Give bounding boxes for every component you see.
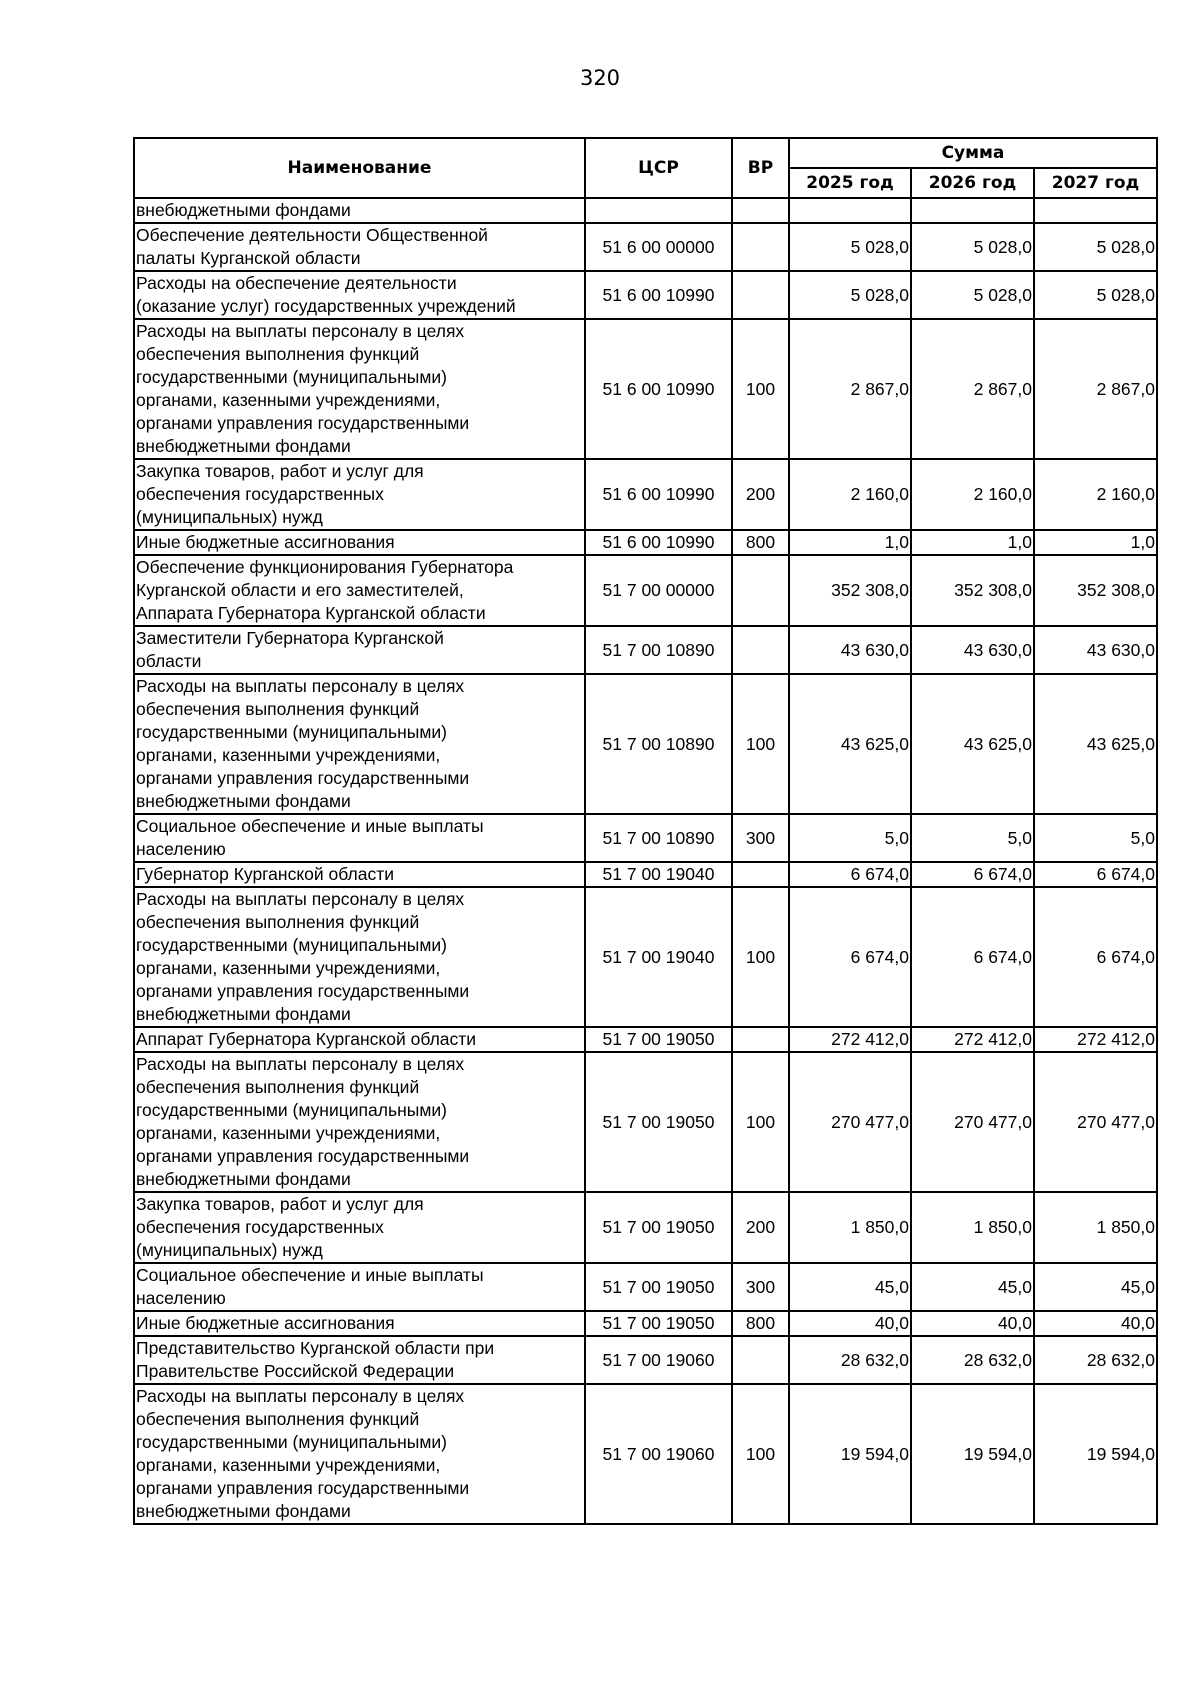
row-sum-2027: 6 674,0 <box>1034 887 1157 1027</box>
row-sum-2027: 272 412,0 <box>1034 1027 1157 1052</box>
row-sum-2027: 45,0 <box>1034 1263 1157 1311</box>
row-name: Расходы на выплаты персоналу в целях обеспечения выполнения функций государственными (муниципальными) органами, казенными учреждениями, органами управления государственными внебюджетными фондами <box>134 1052 585 1192</box>
row-csr: 51 7 00 10890 <box>585 626 732 674</box>
row-csr: 51 6 00 10990 <box>585 459 732 530</box>
table-row <box>134 555 1157 626</box>
row-vr: 100 <box>732 674 789 814</box>
row-csr: 51 6 00 10990 <box>585 319 732 459</box>
header-year-2027: 2027 год <box>1034 168 1157 198</box>
row-name: Представительство Курганской области при Правительстве Российской Федерации <box>134 1336 585 1384</box>
row-sum-2026: 1,0 <box>911 530 1034 555</box>
row-vr: 100 <box>732 1384 789 1524</box>
row-csr: 51 7 00 19060 <box>585 1384 732 1524</box>
row-sum-2026: 270 477,0 <box>911 1052 1034 1192</box>
row-name: Социальное обеспечение и иные выплаты населению <box>134 1263 585 1311</box>
row-sum-2025: 6 674,0 <box>789 887 911 1027</box>
row-sum-2027: 5,0 <box>1034 814 1157 862</box>
table-row <box>134 862 1157 887</box>
table-header <box>134 138 1157 198</box>
row-sum-2026: 2 160,0 <box>911 459 1034 530</box>
row-csr: 51 6 00 10990 <box>585 271 732 319</box>
row-name: Иные бюджетные ассигнования <box>134 530 585 555</box>
row-sum-2026: 45,0 <box>911 1263 1034 1311</box>
row-csr: 51 6 00 10990 <box>585 530 732 555</box>
row-sum-2025: 5 028,0 <box>789 223 911 271</box>
row-sum-2025: 272 412,0 <box>789 1027 911 1052</box>
row-csr: 51 7 00 10890 <box>585 674 732 814</box>
row-csr: 51 6 00 00000 <box>585 223 732 271</box>
row-vr: 200 <box>732 1192 789 1263</box>
row-sum-2026: 43 630,0 <box>911 626 1034 674</box>
header-year-2026: 2026 год <box>911 168 1034 198</box>
row-vr <box>732 1336 789 1384</box>
row-sum-2025: 352 308,0 <box>789 555 911 626</box>
row-csr: 51 7 00 19050 <box>585 1311 732 1336</box>
table-row <box>134 459 1157 530</box>
row-vr <box>732 271 789 319</box>
row-name: Закупка товаров, работ и услуг для обеспечения государственных (муниципальных) нужд <box>134 1192 585 1263</box>
row-sum-2027: 1,0 <box>1034 530 1157 555</box>
row-sum-2025: 40,0 <box>789 1311 911 1336</box>
row-sum-2025: 2 160,0 <box>789 459 911 530</box>
row-sum-2027: 5 028,0 <box>1034 271 1157 319</box>
row-name: Обеспечение функционирования Губернатора Курганской области и его заместителей, Аппарата Губернатора Курганской области <box>134 555 585 626</box>
row-sum-2027: 5 028,0 <box>1034 223 1157 271</box>
row-sum-2026: 1 850,0 <box>911 1192 1034 1263</box>
row-vr <box>732 198 789 223</box>
row-sum-2027: 43 630,0 <box>1034 626 1157 674</box>
row-sum-2027: 43 625,0 <box>1034 674 1157 814</box>
row-sum-2025: 270 477,0 <box>789 1052 911 1192</box>
row-csr: 51 7 00 00000 <box>585 555 732 626</box>
row-name: Закупка товаров, работ и услуг для обеспечения государственных (муниципальных) нужд <box>134 459 585 530</box>
row-name: Аппарат Губернатора Курганской области <box>134 1027 585 1052</box>
row-sum-2026: 6 674,0 <box>911 887 1034 1027</box>
row-sum-2026: 5,0 <box>911 814 1034 862</box>
row-vr: 800 <box>732 1311 789 1336</box>
row-vr <box>732 1027 789 1052</box>
row-sum-2026: 5 028,0 <box>911 223 1034 271</box>
table-row <box>134 674 1157 814</box>
row-sum-2025: 43 630,0 <box>789 626 911 674</box>
row-sum-2025: 5,0 <box>789 814 911 862</box>
header-year-2025: 2025 год <box>789 168 911 198</box>
row-sum-2026: 28 632,0 <box>911 1336 1034 1384</box>
row-name: Расходы на выплаты персоналу в целях обеспечения выполнения функций государственными (муниципальными) органами, казенными учреждениями, органами управления государственными внебюджетными фондами <box>134 887 585 1027</box>
row-vr: 300 <box>732 814 789 862</box>
row-sum-2025: 43 625,0 <box>789 674 911 814</box>
table-row <box>134 1192 1157 1263</box>
row-vr: 100 <box>732 319 789 459</box>
row-name: Социальное обеспечение и иные выплаты населению <box>134 814 585 862</box>
row-csr: 51 7 00 19050 <box>585 1263 732 1311</box>
row-vr <box>732 555 789 626</box>
row-vr: 100 <box>732 1052 789 1192</box>
row-sum-2026 <box>911 198 1034 223</box>
table-body <box>134 198 1157 1524</box>
row-sum-2026: 43 625,0 <box>911 674 1034 814</box>
row-sum-2027: 2 160,0 <box>1034 459 1157 530</box>
table-row <box>134 530 1157 555</box>
table-row <box>134 319 1157 459</box>
table-row <box>134 1263 1157 1311</box>
row-sum-2026: 352 308,0 <box>911 555 1034 626</box>
table-row <box>134 223 1157 271</box>
row-csr: 51 7 00 19050 <box>585 1052 732 1192</box>
row-sum-2027: 40,0 <box>1034 1311 1157 1336</box>
header-sum: Сумма <box>789 138 1157 168</box>
row-sum-2027 <box>1034 198 1157 223</box>
header-csr: ЦСР <box>585 138 732 198</box>
row-sum-2025: 6 674,0 <box>789 862 911 887</box>
header-name: Наименование <box>134 138 585 198</box>
row-csr: 51 7 00 19040 <box>585 887 732 1027</box>
row-sum-2027: 28 632,0 <box>1034 1336 1157 1384</box>
row-sum-2027: 2 867,0 <box>1034 319 1157 459</box>
page-number: 320 <box>579 66 621 90</box>
row-sum-2026: 2 867,0 <box>911 319 1034 459</box>
table-row <box>134 1311 1157 1336</box>
row-name: Губернатор Курганской области <box>134 862 585 887</box>
table-row <box>134 887 1157 1027</box>
table-row <box>134 271 1157 319</box>
table-row <box>134 626 1157 674</box>
row-sum-2025 <box>789 198 911 223</box>
budget-table <box>133 137 1158 1525</box>
row-sum-2025: 45,0 <box>789 1263 911 1311</box>
row-sum-2025: 5 028,0 <box>789 271 911 319</box>
table-row <box>134 1027 1157 1052</box>
row-sum-2026: 272 412,0 <box>911 1027 1034 1052</box>
row-name: Расходы на выплаты персоналу в целях обеспечения выполнения функций государственными (муниципальными) органами, казенными учреждениями, органами управления государственными внебюджетными фондами <box>134 1384 585 1524</box>
row-csr: 51 7 00 19050 <box>585 1192 732 1263</box>
row-name: Расходы на обеспечение деятельности (оказание услуг) государственных учреждений <box>134 271 585 319</box>
row-name: Расходы на выплаты персоналу в целях обеспечения выполнения функций государственными (муниципальными) органами, казенными учреждениями, органами управления государственными внебюджетными фондами <box>134 674 585 814</box>
row-name: Обеспечение деятельности Общественной палаты Курганской области <box>134 223 585 271</box>
table-row <box>134 1052 1157 1192</box>
row-vr: 300 <box>732 1263 789 1311</box>
row-vr: 100 <box>732 887 789 1027</box>
row-csr: 51 7 00 19040 <box>585 862 732 887</box>
row-sum-2026: 40,0 <box>911 1311 1034 1336</box>
row-csr: 51 7 00 19060 <box>585 1336 732 1384</box>
table-row <box>134 1384 1157 1524</box>
row-sum-2025: 19 594,0 <box>789 1384 911 1524</box>
row-csr: 51 7 00 19050 <box>585 1027 732 1052</box>
header-vr: ВР <box>732 138 789 198</box>
table-row <box>134 1336 1157 1384</box>
row-csr: 51 7 00 10890 <box>585 814 732 862</box>
row-sum-2027: 19 594,0 <box>1034 1384 1157 1524</box>
row-sum-2025: 1,0 <box>789 530 911 555</box>
row-name: Расходы на выплаты персоналу в целях обеспечения выполнения функций государственными (муниципальными) органами, казенными учреждениями, органами управления государственными внебюджетными фондами <box>134 319 585 459</box>
row-vr: 800 <box>732 530 789 555</box>
row-sum-2027: 352 308,0 <box>1034 555 1157 626</box>
row-sum-2026: 6 674,0 <box>911 862 1034 887</box>
table-row <box>134 814 1157 862</box>
row-vr <box>732 223 789 271</box>
row-vr <box>732 862 789 887</box>
row-sum-2027: 6 674,0 <box>1034 862 1157 887</box>
row-name: Иные бюджетные ассигнования <box>134 1311 585 1336</box>
row-sum-2026: 5 028,0 <box>911 271 1034 319</box>
row-vr <box>732 626 789 674</box>
table-row <box>134 198 1157 223</box>
row-sum-2025: 28 632,0 <box>789 1336 911 1384</box>
row-name: Заместители Губернатора Курганской области <box>134 626 585 674</box>
row-sum-2027: 270 477,0 <box>1034 1052 1157 1192</box>
row-sum-2026: 19 594,0 <box>911 1384 1034 1524</box>
row-csr <box>585 198 732 223</box>
row-sum-2027: 1 850,0 <box>1034 1192 1157 1263</box>
row-sum-2025: 2 867,0 <box>789 319 911 459</box>
row-vr: 200 <box>732 459 789 530</box>
row-name: внебюджетными фондами <box>134 198 585 223</box>
row-sum-2025: 1 850,0 <box>789 1192 911 1263</box>
